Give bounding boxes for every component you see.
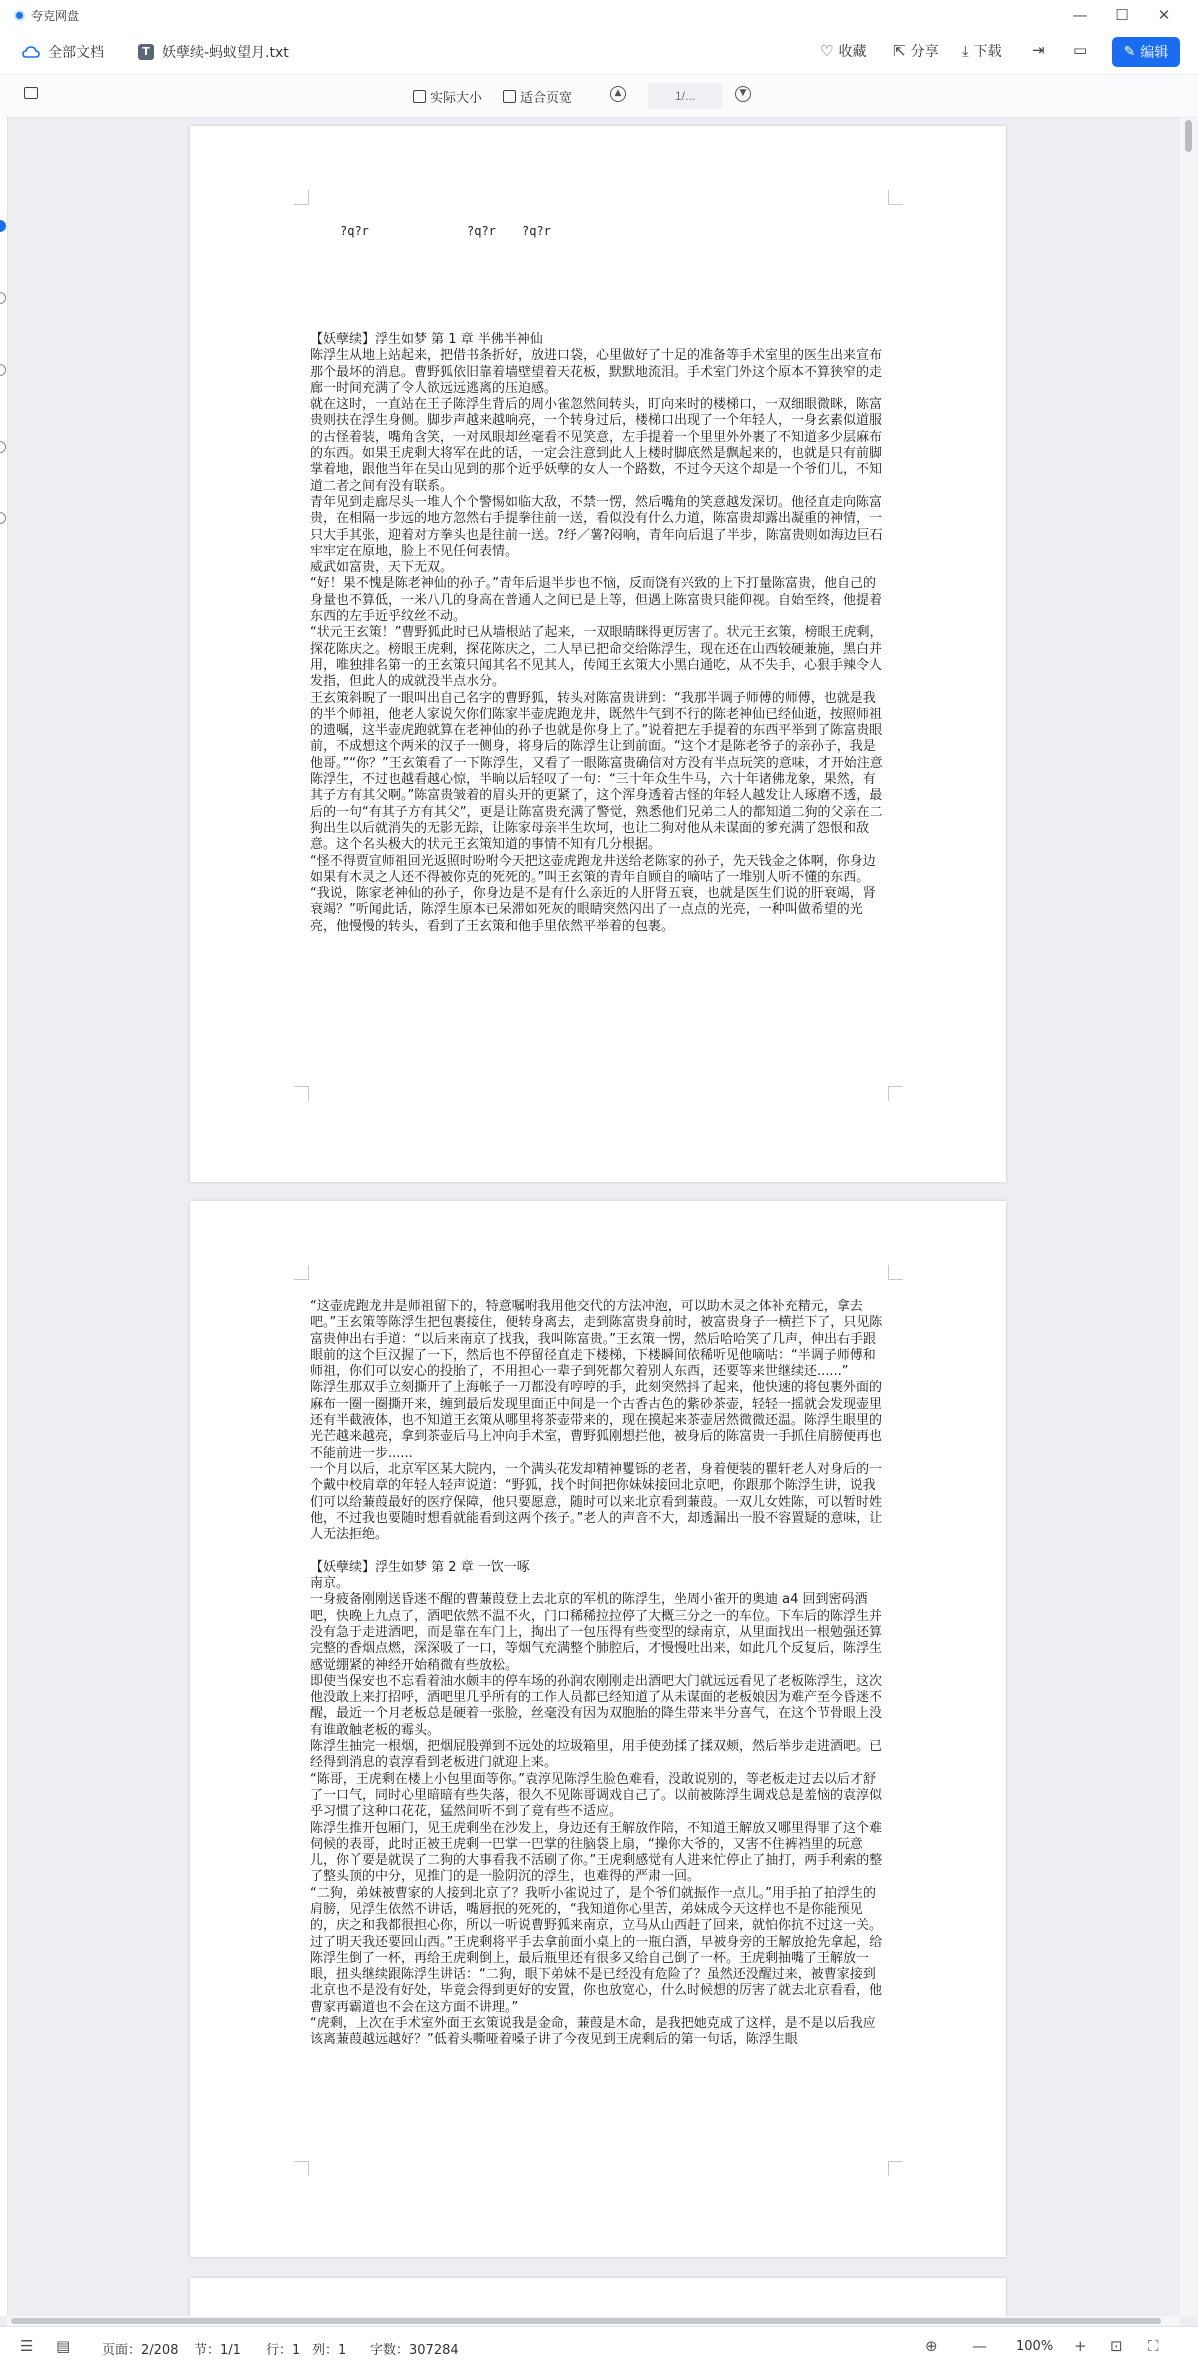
sidebar-icon (24, 87, 38, 99)
comment-button[interactable] (1073, 41, 1087, 59)
margin-mark (294, 1265, 309, 1280)
file-name: 妖孽续-蚂蚁望月.txt (162, 45, 289, 61)
list-icon[interactable]: ☰ (20, 2337, 34, 2355)
document-viewport[interactable] (7, 116, 1180, 2316)
download-label: 下载 (973, 44, 1002, 60)
horizontal-scrollbar[interactable] (7, 2316, 1180, 2326)
page-number-input[interactable] (648, 83, 722, 109)
heart-icon: ♡ (820, 42, 834, 60)
title-bar (0, 0, 1198, 30)
export-icon: ⇥ (1032, 41, 1045, 59)
actual-size-button[interactable] (413, 87, 482, 106)
word-count: 字数：307284 (370, 2343, 459, 2358)
favorite-label: 收藏 (838, 44, 867, 60)
next-page-icon[interactable]: ▼ (735, 86, 751, 102)
page-indicator: 页面：2/208 (102, 2343, 179, 2358)
zoom-level: 100% (1016, 2339, 1054, 2354)
status-bar (0, 2326, 1198, 2367)
margin-mark (294, 2161, 309, 2176)
line-indicator: 行：1 (266, 2343, 301, 2358)
section-indicator: 节：1/1 (194, 2343, 241, 2358)
download-button[interactable] (962, 41, 1002, 61)
strip-tool-1[interactable] (0, 292, 6, 304)
all-docs-label: 全部文档 (48, 45, 104, 61)
zoom-out-button[interactable]: — (972, 2337, 987, 2355)
all-docs-link[interactable] (22, 42, 104, 62)
page-2-body-text: “这壶虎跑龙井是师祖留下的，特意嘱咐我用他交代的方法冲泡，可以助木灵之体补充精元，拿去吧。”王玄策等陈浮生把包裹接住，便转身离去，走到陈富贵身前时，被富贵身子一横拦下了，只见陈富贵伸出右手道：“以后来南京了找我，我叫陈富贵。”王玄策一愣，然后哈哈笑了几声，伸出右手跟眼前的这个巨汉握了一下，然后也不停留径直走下楼梯，下楼瞬间依稀听见他嘀咕：“半调子师傅和师祖，你们可以安心的投胎了，不用担心一辈子到死都欠着别人东西，还要等来世继续还......” 陈浮生那双手立刻撕开了上海帐子一刀都没有哼哼的手，此刻突然抖了起来，他快速的将包裹外面的麻布一圈一圈撕开来，缠到最后发现里面正中间是一个古香古色的紫砂茶壶，轻轻一摇就会发现壶里还有半截液体，也不知道王玄策从哪里将茶壶带来的，现在摸起来茶壶居然微微还温。陈浮生眼里的光芒越来越亮，拿到茶壶后马上冲向手术室，曹野狐刚想拦他，被身后的陈富贵一手抓住肩膀便再也不能前进一步...... 一个月以后，北京军区某大院内，一个满头花发却精神矍铄的老者，身着便装的瞿轩老人对身后的一个戴中校肩章的年轻人轻声说道：“野狐，找个时间把你妹妹接回北京吧，你跟那个陈浮生讲，说我们可以给蒹葭最好的医疗保障，他只要愿意，随时可以来北京看到蒹葭。一双儿女姓陈，可以暂时姓他，不过我也要随时想看就能看到这两个孩子。”老人的声音不大，却透漏出一股不容置疑的意味，让人无法拒绝。 【妖孽续】浮生如梦 第 2 章 一饮一啄 南京。 一身疲备刚刚送昏迷不醒的曹蒹葭登上去北京的军机的陈浮生，坐周小雀开的奥迪 a4 回到密码酒吧，快晚上九点了，酒吧依然不温不火，门口稀稀拉拉停了大概三分之一的车位。下车后的陈浮生并没有急于走进酒吧，而是靠在车门上，掏出了一包压得有些变型的绿南京，从里面找出一根勉强还算完整的香烟点燃，深深吸了一口，等烟气充满整个肺腔后，才慢慢吐出来，如此几个反复后，陈浮生感觉绷紧的神经开始稍微有些放松。 即使当保安也不忘看着油水颇丰的停车场的孙润农刚刚走出酒吧大门就远远看见了老板陈浮生，这次他没敢上来打招呼，酒吧里几乎所有的工作人员都已经知道了从未谋面的老板娘因为难产至今昏迷不醒，最近一个月老板总是硬着一张脸，丝毫没有因为双胞胎的降生带来半分喜气，在这个节骨眼上没有谁敢触老板的霉头。 陈浮生抽完一根烟，把烟屁股弹到不远处的垃圾箱里，用手使劲揉了揉双颊，然后举步走进酒吧。已经得到消息的袁淳看到老板进门就迎上来。 “陈哥，王虎剩在楼上小包里面等你。”袁淳见陈浮生脸色难看，没敢说别的，等老板走过去以后才舒了一口气，同时心里暗暗有些失落，很久不见陈哥调戏自己了。以前被陈浮生调戏总是羞恼的袁淳似乎习惯了这种口花花，猛然间听不到了竟有些不适应。 陈浮生推开包厢门，见王虎剩坐在沙发上，身边还有王解放作陪，不知道王解放又哪里得罪了这个难伺候的表哥，此时正被王虎剩一巴掌一巴掌的往脑袋上扇，“操你大爷的，又害不住裤裆里的玩意儿，你丫要是就误了二狗的大事看我不活刷了你。”王虎剩感觉有人进来忙停止了抽打，两手利索的整了整头顶的中分，见推门的是一脸阴沉的浮生，也难得的严肃一回。 “二狗，弟妹被曹家的人接到北京了？我听小雀说过了，是个爷们就振作一点儿。”用手拍了拍浮生的肩膀，见浮生依然不讲话，嘴唇抿的死死的，“我知道你心里苦，弟妹成今天这样也不是你能预见的，庆之和我都很担心你，所以一听说曹野狐来南京，立马从山西赶了回来，就怕你抗不过这一关。过了明天我还要回山西。”王虎剩将平手去拿前面小桌上的一瓶白酒，早被身旁的王解放抢先拿起，给陈浮生倒了一杯，再给王虎剩倒上，最后瓶里还有很多又给自己倒了一杯。王虎剩抽嘴了王解放一眼，扭头继续跟陈浮生讲话：“二狗，眼下弟妹不是已经没有危险了？虽然还没醒过来，被曹家接到北京也不是没有好处，毕竟会得到更好的安置，你也放宽心，什么时候想的厉害了就去北京看看，他曹家再霸道也不会在这方面不讲理。” “虎剩，上次在手术室外面王玄策说我是金命，蒹葭是木命，是我把她克成了这样，是不是以后我应该离蒹葭越远越好？”低着头嘶哑着嗓子讲了今夜见到王虎剩后的第一句话，陈浮生眼 (310, 1299, 883, 2048)
fullscreen-icon[interactable]: ⛶ (1148, 2337, 1159, 2355)
fit-page-icon (503, 90, 516, 103)
strip-tool-3[interactable] (0, 441, 6, 453)
file-tab[interactable] (138, 42, 289, 62)
fit-screen-icon[interactable]: ⊡ (1110, 2337, 1123, 2355)
view-toolbar (0, 74, 1198, 118)
strip-active-marker[interactable] (0, 220, 6, 232)
actual-size-icon (413, 90, 426, 103)
strip-tool-2[interactable] (0, 364, 6, 376)
share-button[interactable] (893, 41, 939, 61)
fit-page-label: 适合页宽 (520, 91, 573, 106)
column-indicator: 列：1 (312, 2343, 347, 2358)
margin-mark (888, 2161, 903, 2176)
document-page-1 (190, 126, 1006, 1182)
margin-mark (294, 190, 309, 205)
share-label: 分享 (910, 44, 939, 60)
txt-file-icon: T (138, 44, 154, 60)
app-title-area (14, 7, 79, 24)
quark-logo-icon (14, 10, 25, 21)
fit-page-button[interactable] (503, 87, 572, 106)
document-page-2 (190, 1201, 1006, 2257)
margin-mark (294, 1086, 309, 1101)
margin-mark (888, 190, 903, 205)
garbled-text: ?q?r (522, 224, 551, 238)
document-page-3 (190, 2278, 1006, 2316)
app-title: 夸克网盘 (31, 9, 80, 23)
garbled-text: ?q?r (340, 224, 369, 238)
export-button[interactable] (1032, 41, 1045, 59)
strip-tool-4[interactable] (0, 512, 6, 524)
vertical-scrollbar[interactable] (1180, 116, 1198, 2316)
edit-button[interactable] (1112, 37, 1180, 67)
zoom-in-button[interactable]: + (1074, 2337, 1087, 2355)
pencil-icon: ✎ (1123, 44, 1136, 60)
globe-icon[interactable]: ⊕ (925, 2337, 938, 2355)
prev-page-icon[interactable]: ▲ (610, 86, 626, 102)
share-icon: ⇱ (893, 42, 906, 60)
edit-label: 编辑 (1140, 45, 1169, 61)
outline-icon[interactable]: ▤ (56, 2337, 71, 2355)
cloud-icon (22, 44, 40, 60)
maximize-button[interactable]: ☐ (1115, 6, 1129, 24)
margin-mark (888, 1086, 903, 1101)
tab-bar (0, 30, 1198, 74)
margin-mark (888, 1265, 903, 1280)
page-1-body-text: 【妖孽续】浮生如梦 第 1 章 半佛半神仙 陈浮生从地上站起来，把借书条折好，放进口袋，心里做好了十足的准备等手术室里的医生出来宣布那个最坏的消息。曹野狐依旧靠着墙壁望着天花板，默默地流泪。手术室门外这个原本不算狭窄的走廊一时间充满了令人欲远远逃离的压迫感。 就在这时，一直站在王子陈浮生背后的周小雀忽然间转头，盯向来时的楼梯口，一双细眼微眯，陈富贵则扶在浮生身侧。脚步声越来越响亮，一个转身过后，楼梯口出现了一个年轻人，一身玄素似道服的古怪着装，嘴角含笑，一对凤眼却丝毫看不见笑意，左手提着一个里里外外裹了不知道多少层麻布的东西。如果王虎剩大将军在此的话，一定会注意到此人上楼时脚底然是飘起来的，也就是只有前脚掌着地，跟他当年在吴山见到的那个近乎妖孽的女人一个路数，不过今天这个却是一个爷们儿，不知道二者之间有没有联系。 青年见到走廊尽头一堆人个个警惕如临大敌，不禁一愣，然后嘴角的笑意越发深切。他径直走向陈富贵，在相隔一步远的地方忽然右手提拳往前一送，看似没有什么力道，陈富贵却露出凝重的神情，一只大手其张，迎着对方拳头也是往前一送。?纾／薯?闷响，青年向后退了半步，陈富贵则如海边巨石牢牢定在原地，脸上不见任何表情。 威武如富贵，天下无双。 “好！果不愧是陈老神仙的孙子。”青年后退半步也不恼，反而饶有兴致的上下打量陈富贵，他自己的身量也不算低，一米八几的身高在普通人之间已是上等，但遇上陈富贵只能仰视。自始至终，他提着东西的左手近乎纹丝不动。 “状元王玄策！”曹野狐此时已从墙根站了起来，一双眼睛眯得更厉害了。状元王玄策，榜眼王虎剩，探花陈庆之。榜眼王虎剩，探花陈庆之，二人早已把命交给陈浮生，现在还在山西较硬兼施，黑白并用，唯独排名第一的王玄策只闻其名不见其人，传闻王玄策大小黑白通吃，从不失手，心狠手辣令人发指，但此人的成就没半点水分。 王玄策斜睨了一眼叫出自己名字的曹野狐，转头对陈富贵讲到：“我那半调子师傅的师傅，也就是我的半个师祖，他老人家说欠你们陈家半壶虎跑龙井，既然牛气到不行的陈老神仙已经仙逝，按照师祖的遗嘱，这半壶虎跑就算在老神仙的孙子也就是你身上了。”说着把左手提着的东西平举到了陈富贵眼前，不成想这个两米的汉子一侧身，将身后的陈浮生让到前面。“这个才是陈老爷子的亲孙子，我是他哥。”“你？”王玄策看了一下陈浮生，又看了一眼陈富贵确信对方没有半点玩笑的意味，才开始注意陈浮生，不过也越看越心惊，半晌以后轻叹了一句：“三十年众生牛马，六十年诸佛龙象，果然，有其子方有其父啊。”陈富贵皱着的眉头开的更紧了，这个浑身透着古怪的年轻人越发让人琢磨不透，最后的一句“有其子方有其父”，更是让陈富贵充满了警觉，熟悉他们兄弟二人的都知道二狗的父亲在二狗出生以后就消失的无影无踪，让陈家母亲半生坎坷，也让二狗对他从未谋面的爹充满了怨恨和敌意。这个名头极大的状元王玄策知道的事情不知有几分根据。 “怪不得贾宣师祖回光返照时吩咐今天把这壶虎跑龙井送给老陈家的孙子，先天钱金之体啊，你身边如果有木灵之人还不得被你克的死死的。”叫王玄策的青年自顾自的嘀咕了一堆别人听不懂的东西。 “我说，陈家老神仙的孙子，你身边是不是有什么亲近的人肝肾五衰，也就是医生们说的肝衰竭，肾衰竭？”听闻此话，陈浮生原本已呆滞如死灰的眼睛突然闪出了一点点的光亮，一种叫做希望的光亮，他慢慢的转头，看到了王玄策和他手里依然平举着的包裹。 (310, 332, 883, 934)
sidebar-toggle-button[interactable] (24, 87, 38, 99)
vertical-scroll-thumb[interactable] (1185, 120, 1192, 152)
comment-icon: ▭ (1073, 41, 1088, 59)
minimize-button[interactable]: — (1072, 6, 1088, 24)
close-window-button[interactable]: ✕ (1157, 6, 1171, 24)
favorite-button[interactable] (820, 41, 866, 61)
horizontal-scroll-thumb[interactable] (11, 2318, 1161, 2324)
actual-size-label: 实际大小 (430, 91, 483, 106)
download-icon: ⤓ (962, 42, 969, 60)
garbled-text: ?q?r (467, 224, 496, 238)
